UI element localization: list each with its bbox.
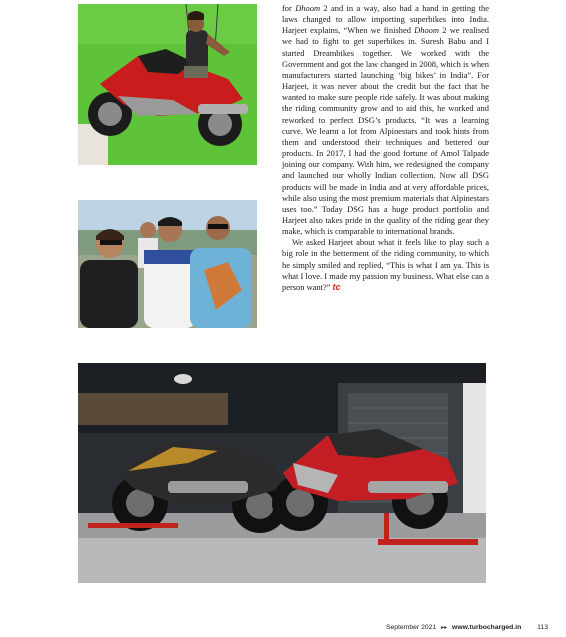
article-paragraph-2 — [282, 237, 489, 293]
website-link[interactable]: www.turbocharged.in — [452, 624, 522, 631]
photo-superbikes-garage — [78, 363, 486, 583]
photo-rider-greenscreen — [78, 4, 257, 165]
page-footer — [386, 624, 548, 631]
page-number: 113 — [537, 624, 548, 631]
tc-end-logo: tc — [332, 281, 341, 292]
issue-date: September 2021 — [385, 624, 437, 631]
double-arrow-icon: ▸▸ — [441, 625, 448, 631]
article-column — [282, 3, 489, 293]
p1-part-a: 2 and in a way, also had a hand in getting the laws changed to allow importing superbikes into India. Harjeet explains, “When we finished — [282, 3, 489, 36]
p2-text: We asked Harjeet about what it feels like to play such a big role in the betterment of the riding community, to which he simply smiled and replied, “This is what I am ya. This is what I love. I made my passion my business. What else can a person want?” — [282, 237, 489, 292]
article-paragraph-1 — [282, 3, 489, 237]
p1-lead: for — [282, 3, 296, 13]
film-title-1: Dhoom — [295, 3, 321, 13]
p1-part-b: 2 we realised we had to fight to get superbikes in. Suresh Babu and I started Dreambikes together. We worked with the Government and got the law changed in 2008, which is when manufacturers started launching ‘big bikes’ in India”. For Harjeet, it was never about the credit but the fact that he wanted to make sure people ride safely. It was about making the riding community grow and to aid this, he worked and reworked to perfect DSG’s products. “It was a learning curve. We learnt a lot from Alpinestars and took hints from them and understood their techniques and bettered our products. In 2017, I had the good fortune of Amol Talpade joining our company. With him, we redesigned the company and launched our wholly Indian collection. Now all DSG products will be made in India and at very affordable prices, while also using the most premium materials that Alpinestars uses too.” Today DSG has a huge product portfolio and Harjeet also takes pride in the quality of the riding gear they make, which is comparable to international brands. — [282, 25, 490, 237]
film-title-2: Dhoom — [414, 25, 439, 36]
photo-group-portrait — [78, 200, 257, 328]
